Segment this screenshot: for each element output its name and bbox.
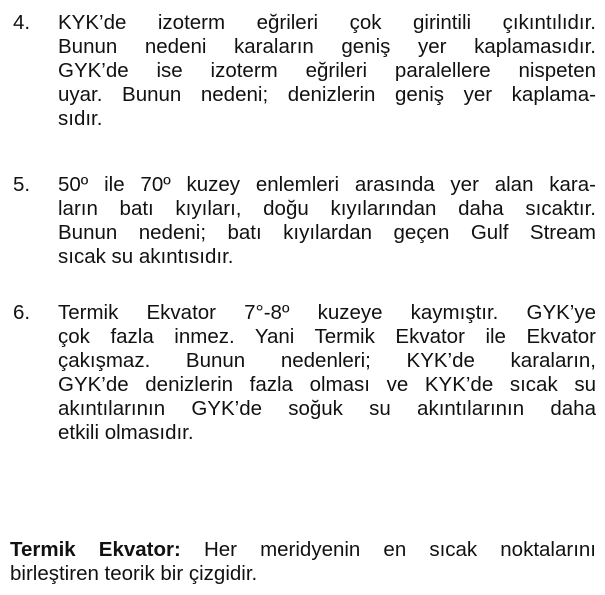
definition-line: birleştiren teorik bir çizgidir. (10, 562, 258, 585)
text-line: uyar. Bunun nedeni; denizlerin geniş yer kaplama- (58, 83, 596, 106)
text-line: sıdır. (58, 107, 103, 130)
definition-text: Her meridyenin en sıcak noktalarını (203, 538, 596, 561)
definition-block (10, 537, 596, 585)
item-number: 5. (13, 173, 31, 196)
definition-line (10, 537, 596, 561)
text-line: çok fazla inmez. Yani Termik Ekvator ile Ekvator (58, 325, 596, 348)
text-line: Bunun nedeni karaların geniş yer kaplamasıdır. (58, 35, 596, 58)
list-item-5 (13, 173, 596, 269)
text-line: çakışmaz. Bunun nedenleri; KYK’de karaların, (58, 349, 596, 372)
text-line: KYK’de izoterm eğrileri çok girintili çıkıntılıdır. (58, 11, 596, 34)
list-item-6 (13, 301, 596, 445)
text-line: sıcak su akıntısıdır. (58, 245, 234, 268)
text-line: Bunun nedeni; batı kıyılardan geçen Gulf Stream (58, 221, 596, 244)
text-line: 50º ile 70º kuzey enlemleri arasında yer alan kara- (58, 173, 596, 196)
text-line: GYK’de denizlerin fazla olması ve KYK’de sıcak su (58, 373, 596, 396)
text-line: Termik Ekvator 7°-8º kuzeye kaymıştır. GYK’ye (58, 301, 596, 324)
text-line: GYK’de ise izoterm eğrileri paralellere nispeten (58, 59, 596, 82)
item-number: 6. (13, 301, 31, 324)
item-number: 4. (13, 11, 31, 34)
list-item-4 (13, 11, 596, 131)
text-line: ların batı kıyıları, doğu kıyılarından daha sıcaktır. (58, 197, 596, 220)
text-line: akıntılarının GYK’de soğuk su akıntılarının daha (58, 397, 596, 420)
item-text (58, 301, 596, 445)
definition-term: Termik Ekvator: (10, 538, 181, 561)
item-text (58, 173, 596, 269)
item-text (58, 11, 596, 131)
text-line: etkili olmasıdır. (58, 421, 194, 444)
